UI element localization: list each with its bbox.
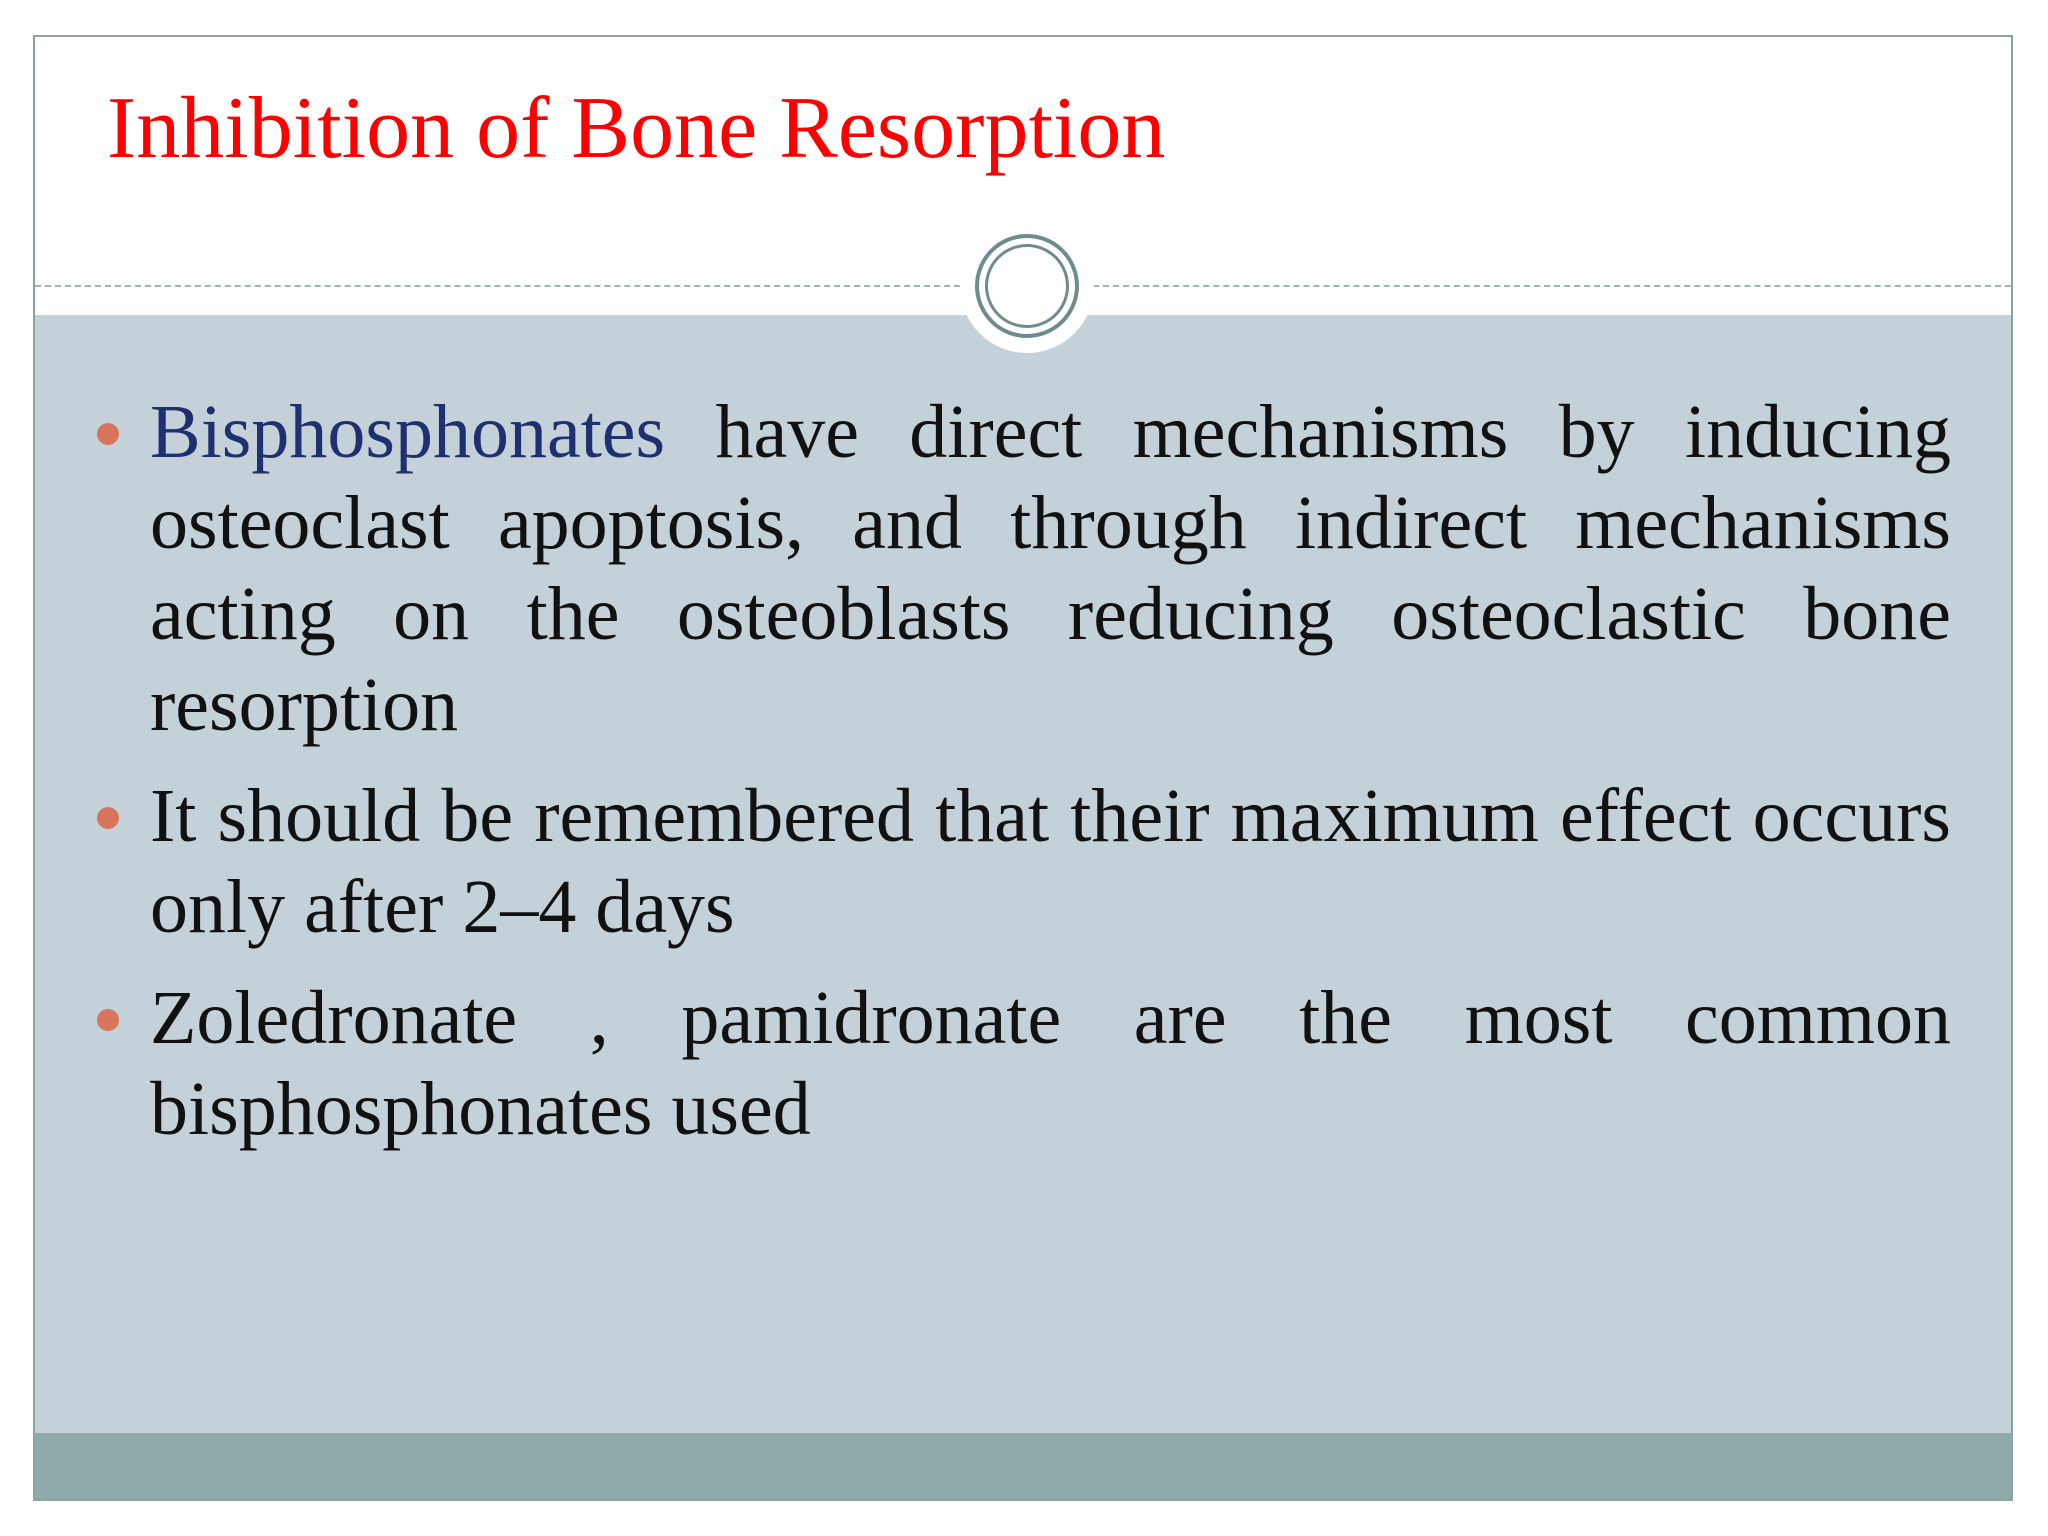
- slide: [33, 35, 2013, 1501]
- ornament-ring: [975, 234, 1079, 338]
- bullet-body-text: It should be remembered that their maximum effect occurs only after 2–4 days: [150, 774, 1951, 949]
- bullet-item: [35, 387, 2011, 751]
- bullet-dot-icon: [97, 423, 119, 445]
- highlight-term: Bisphosphonates: [150, 390, 666, 474]
- footer-band: [35, 1433, 2011, 1499]
- circle-ornament-icon: [960, 219, 1094, 353]
- header-divider-left: [35, 285, 960, 287]
- bullet-text: [150, 771, 1951, 953]
- bullet-item: [35, 771, 2011, 953]
- bullet-text: [150, 387, 1951, 751]
- bullet-body-text: have direct mechanisms by inducing osteoclast apoptosis, and through indirect mechanisms acting on the osteoblasts reducing osteoclastic bone resorption: [150, 390, 1951, 747]
- slide-title: Inhibition of Bone Resorption: [107, 80, 1166, 177]
- ornament-ring-inner: [985, 244, 1069, 328]
- bullet-dot-icon: [97, 807, 119, 829]
- bullet-dot-icon: [97, 1009, 119, 1031]
- header-divider-right: [1093, 285, 2011, 287]
- bullet-body-text: Zoledronate , pamidronate are the most common bisphosphonates used: [150, 976, 1951, 1151]
- bullet-text: [150, 973, 1951, 1155]
- bullet-item: [35, 973, 2011, 1155]
- bullet-list: [35, 387, 2011, 1175]
